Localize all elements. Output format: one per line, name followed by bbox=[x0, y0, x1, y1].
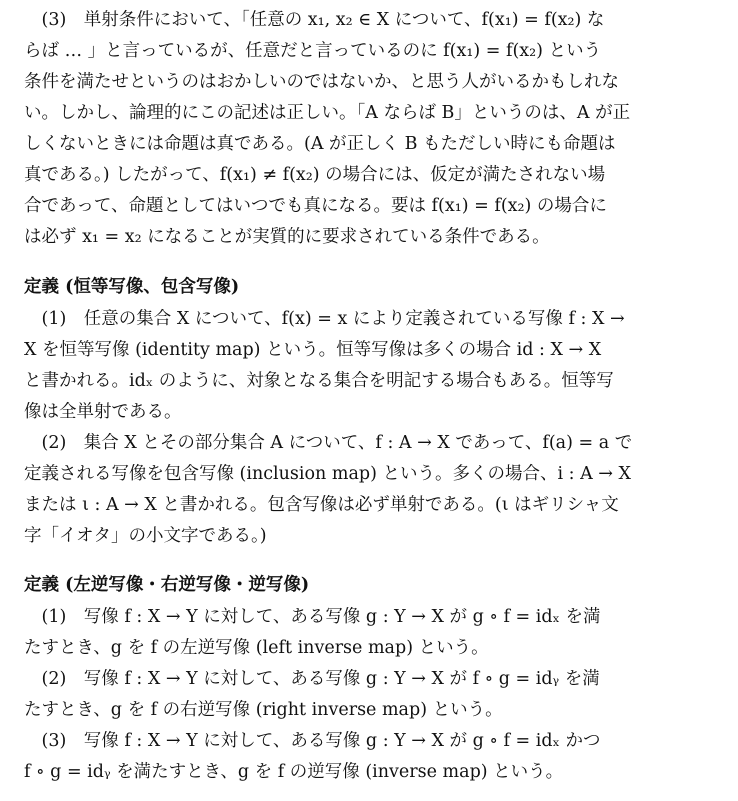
text-line-content: (3) 写像 f : X → Y に対して、ある写像 g : Y → X が g ∘ f = idₓ かつ bbox=[24, 731, 601, 751]
text-line bbox=[24, 6, 716, 34]
text-line bbox=[24, 398, 716, 426]
definition-heading bbox=[24, 571, 716, 599]
text-line-content: または ι : A → X と書かれる。包含写像は必ず単射である。(ι はギリシャ文 bbox=[24, 495, 619, 515]
text-line-content: しくないときには命題は真である。(A が正しく B もただしい時にも命題は bbox=[24, 134, 616, 154]
text-line bbox=[24, 130, 716, 158]
text-line bbox=[24, 68, 716, 96]
text-line-content: 定義される写像を包含写像 (inclusion map) という。多くの場合、i : A → X bbox=[24, 464, 631, 484]
text-line bbox=[24, 696, 716, 724]
text-line-content: f ∘ g = idᵧ を満たすとき、g を f の逆写像 (inverse map) という。 bbox=[24, 762, 564, 782]
text-line bbox=[24, 336, 716, 364]
text-line bbox=[24, 460, 716, 488]
text-line bbox=[24, 99, 716, 127]
text-line-content: たすとき、g を f の左逆写像 (left inverse map) という。 bbox=[24, 638, 489, 658]
text-line bbox=[24, 665, 716, 693]
text-line bbox=[24, 522, 716, 550]
text-line-content: (2) 写像 f : X → Y に対して、ある写像 g : Y → X が f ∘ g = idᵧ を満 bbox=[24, 669, 600, 689]
text-line-content: 条件を満たせというのはおかしいのではないか、と思う人がいるかもしれな bbox=[24, 72, 619, 92]
text-line-content: (1) 任意の集合 X について、f(x) = x により定義されている写像 f : X → bbox=[24, 309, 625, 329]
text-line-content: (3) 単射条件において、「任意の x₁, x₂ ∈ X について、f(x₁) = f(x₂) な bbox=[24, 10, 605, 30]
definition-heading-text: 定義 (恒等写像、包含写像) bbox=[24, 277, 240, 297]
text-line bbox=[24, 634, 716, 662]
text-line bbox=[24, 491, 716, 519]
text-line-content: (1) 写像 f : X → Y に対して、ある写像 g : Y → X が g ∘ f = idₓ を満 bbox=[24, 607, 601, 627]
text-line-content: 真である。) したがって、f(x₁) ≠ f(x₂) の場合には、仮定が満たされない場 bbox=[24, 165, 606, 185]
text-line bbox=[24, 305, 716, 333]
text-line-content: (2) 集合 X とその部分集合 A について、f : A → X であって、f(a) = a で bbox=[24, 433, 633, 453]
text-line-content: は必ず x₁ = x₂ になることが実質的に要求されている条件である。 bbox=[24, 227, 550, 247]
text-line bbox=[24, 603, 716, 631]
text-line bbox=[24, 727, 716, 755]
text-line-content: 像は全単射である。 bbox=[24, 402, 182, 422]
text-line bbox=[24, 161, 716, 189]
text-line bbox=[24, 192, 716, 220]
text-line bbox=[24, 429, 716, 457]
text-line bbox=[24, 223, 716, 251]
text-line-content: と書かれる。idₓ のように、対象となる集合を明記する場合もある。恒等写 bbox=[24, 371, 614, 391]
definition-heading-text: 定義 (左逆写像・右逆写像・逆写像) bbox=[24, 575, 310, 595]
text-line-content: 字「イオタ」の小文字である。) bbox=[24, 526, 267, 546]
text-line-content: い。しかし、論理的にこの記述は正しい。「A ならば B」というのは、A が正 bbox=[24, 103, 631, 123]
definition-heading bbox=[24, 273, 716, 301]
text-line-content: X を恒等写像 (identity map) という。恒等写像は多くの場合 id : X → X bbox=[24, 340, 602, 360]
text-line-content: らば … 」と言っているが、任意だと言っているのに f(x₁) = f(x₂) という bbox=[24, 41, 602, 61]
text-line-content: 合であって、命題としてはいつでも真になる。要は f(x₁) = f(x₂) の場合に bbox=[24, 196, 607, 216]
text-line bbox=[24, 367, 716, 395]
text-line bbox=[24, 37, 716, 65]
text-line-content: たすとき、g を f の右逆写像 (right inverse map) という。 bbox=[24, 700, 503, 720]
text-line bbox=[24, 758, 716, 786]
